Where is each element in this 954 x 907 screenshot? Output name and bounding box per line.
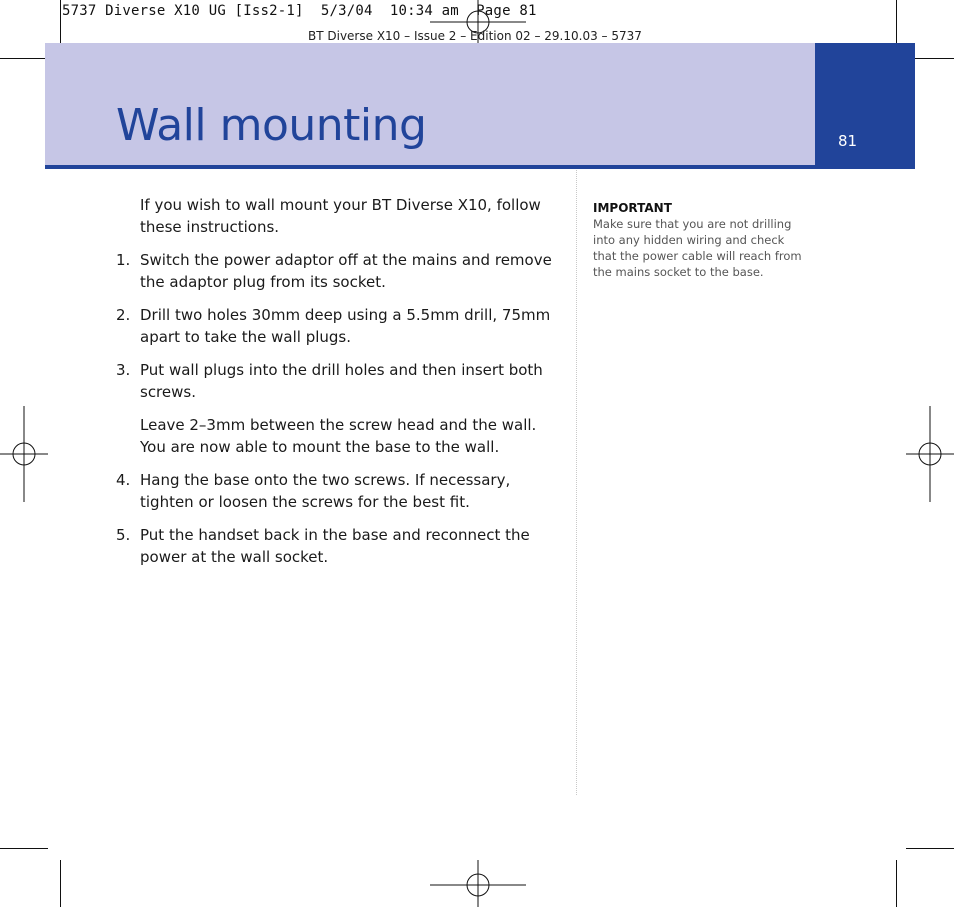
step-text: Switch the power adaptor off at the mains and remove the adaptor plug from its socket. xyxy=(140,251,552,291)
main-content xyxy=(116,194,561,579)
crop-mark xyxy=(60,0,61,48)
page-number: 81 xyxy=(838,132,858,150)
page-number-tab xyxy=(815,43,915,165)
header-rule xyxy=(45,165,915,169)
edition-line: BT Diverse X10 – Issue 2 – Edition 02 – 29.10.03 – 5737 xyxy=(308,29,642,43)
step-number: 1. xyxy=(116,251,131,269)
step-number: 3. xyxy=(116,361,131,379)
step-text: Put the handset back in the base and reconnect the power at the wall socket. xyxy=(140,526,530,566)
intro-paragraph: If you wish to wall mount your BT Diverse X10, follow these instructions. xyxy=(140,196,541,236)
sidebar-note xyxy=(593,200,808,280)
crop-mark xyxy=(0,848,48,849)
registration-mark-icon xyxy=(906,406,954,502)
crop-mark xyxy=(60,860,61,907)
list-item xyxy=(116,524,561,568)
step-text: Hang the base onto the two screws. If necessary, tighten or loosen the screws for the best fit. xyxy=(140,471,511,511)
print-slug: 5737 Diverse X10 UG [Iss2-1] 5/3/04 10:34 am Page 81 xyxy=(62,3,537,19)
list-item xyxy=(116,304,561,348)
step-number: 2. xyxy=(116,306,131,324)
registration-mark-icon xyxy=(430,860,526,907)
crop-mark xyxy=(906,848,954,849)
step-number: 5. xyxy=(116,526,131,544)
step-note: Leave 2–3mm between the screw head and the wall. You are now able to mount the base to the wall. xyxy=(140,416,537,456)
sidebar-text: Make sure that you are not drilling into any hidden wiring and check that the power cable will reach from the mains socket to the base. xyxy=(593,217,802,279)
step-text: Drill two holes 30mm deep using a 5.5mm drill, 75mm apart to take the wall plugs. xyxy=(140,306,551,346)
page-title: Wall mounting xyxy=(116,100,427,151)
crop-mark xyxy=(0,58,48,59)
registration-mark-icon xyxy=(0,406,48,502)
step-text: Put wall plugs into the drill holes and then insert both screws. xyxy=(140,361,543,401)
list-item xyxy=(116,249,561,293)
crop-mark xyxy=(896,0,897,48)
list-item xyxy=(116,469,561,513)
step-number: 4. xyxy=(116,471,131,489)
list-item xyxy=(116,359,561,403)
sidebar-heading: IMPORTANT xyxy=(593,201,672,215)
crop-mark xyxy=(896,860,897,907)
column-divider xyxy=(576,170,577,795)
